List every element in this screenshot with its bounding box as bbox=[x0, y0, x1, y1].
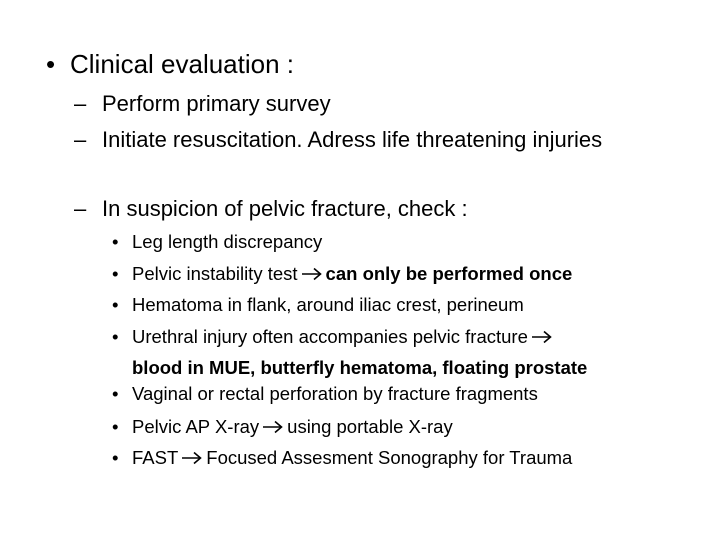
check-item bbox=[112, 378, 672, 409]
check-item-detail: Focused Assesment Sonography for Trauma bbox=[206, 447, 573, 468]
arrow-right-icon bbox=[301, 267, 323, 281]
dash-icon: – bbox=[74, 127, 87, 152]
check-item-text: Pelvic instability test bbox=[132, 263, 298, 284]
sub-item-text: Perform primary survey bbox=[102, 91, 331, 116]
check-item-text: Vaginal or rectal perforation by fracture fragments bbox=[132, 383, 538, 404]
sub-item-text: In suspicion of pelvic fracture, check : bbox=[102, 196, 468, 221]
check-item-text: FAST bbox=[132, 447, 179, 468]
check-item bbox=[112, 226, 672, 257]
bullet-icon: • bbox=[112, 231, 119, 252]
bullet-icon: • bbox=[112, 383, 119, 404]
check-item-text: Urethral injury often accompanies pelvic fracture bbox=[132, 326, 528, 347]
sub-item bbox=[74, 124, 634, 155]
check-item bbox=[112, 321, 672, 383]
dash-icon: – bbox=[74, 91, 87, 116]
check-item bbox=[112, 258, 672, 289]
check-item-emphasis: blood in MUE, butterfly hematoma, floating prostate bbox=[132, 357, 588, 378]
check-item-text: Hematoma in flank, around iliac crest, perineum bbox=[132, 294, 524, 315]
bullet-icon: • bbox=[46, 49, 56, 79]
check-item-text: Pelvic AP X-ray bbox=[132, 416, 260, 437]
sub-item bbox=[74, 88, 674, 119]
arrow-right-icon bbox=[181, 451, 203, 465]
main-bullet-text: Clinical evaluation : bbox=[70, 49, 295, 79]
sub-item bbox=[74, 193, 674, 224]
bullet-icon: • bbox=[112, 294, 119, 315]
arrow-right-icon bbox=[262, 420, 284, 434]
check-item bbox=[112, 442, 672, 473]
bullet-icon: • bbox=[112, 416, 119, 437]
check-item-detail: using portable X-ray bbox=[287, 416, 453, 437]
check-item-text: Leg length discrepancy bbox=[132, 231, 323, 252]
bullet-icon: • bbox=[112, 447, 119, 468]
dash-icon: – bbox=[74, 196, 87, 221]
bullet-icon: • bbox=[112, 263, 119, 284]
check-item bbox=[112, 411, 672, 442]
check-item bbox=[112, 289, 672, 320]
arrow-right-icon bbox=[531, 330, 553, 344]
main-bullet bbox=[46, 48, 294, 80]
check-item-emphasis: can only be performed once bbox=[325, 263, 573, 284]
sub-item-text: Initiate resuscitation. Adress life threatening injuries bbox=[102, 127, 603, 152]
bullet-icon: • bbox=[112, 326, 119, 347]
